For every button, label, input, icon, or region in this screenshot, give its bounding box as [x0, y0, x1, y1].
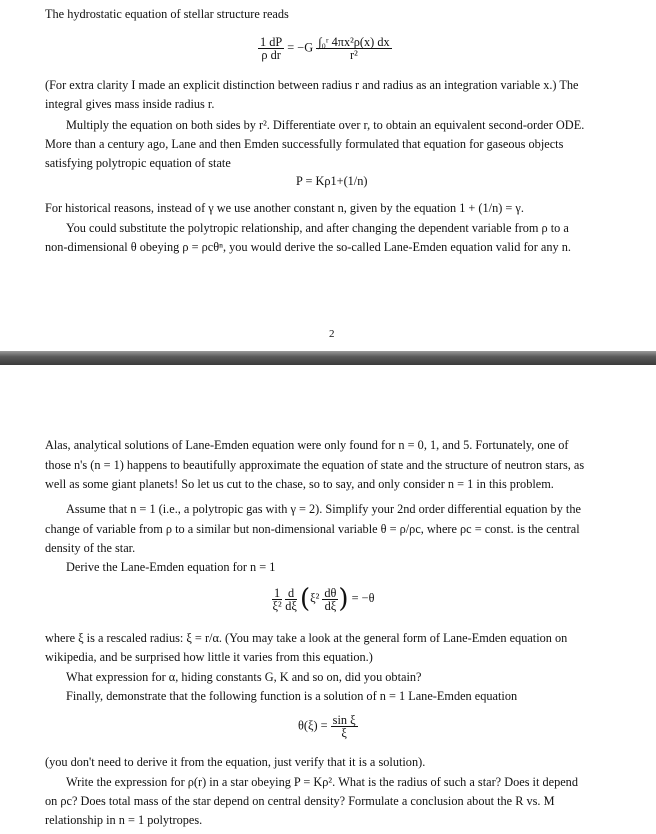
paragraph-3-line-1: For historical reasons, instead of γ we use another constant n, given by the equation 1 + (1/n) = γ.	[45, 201, 524, 215]
paragraph-1-line-1: (For extra clarity I made an explicit distinction between radius r and radius as an integration variable x.) The	[45, 78, 579, 92]
hydrostatic-equation: $\frac{1 dP}{\text{ρ dr}}$ = −G $\frac{\text{∫₀ʳ 4πx²ρ(x) dx}}{\text{r²}}$	[260, 35, 390, 62]
page-number: 2	[329, 328, 335, 340]
p2-paragraph-1-line-1: Alas, analytical solutions of Lane-Emden equation were only found for n = 0, 1, and 5. Fortunately, one of	[45, 438, 569, 452]
p2-paragraph-1-line-3: well as some giant planets! So let us cut to the chase, so to say, and only consider n = 1 in this problem.	[45, 477, 554, 491]
paragraph-1-line-2: integral gives mass inside radius r.	[45, 97, 215, 111]
paragraph-2-line-3: satisfying polytropic equation of state	[45, 156, 231, 170]
p2-paragraph-2-line-1: Assume that n = 1 (i.e., a polytropic gas with γ = 2). Simplify your 2nd order differential equation by the	[66, 502, 581, 516]
p2-derive-line: Derive the Lane-Emden equation for n = 1	[66, 560, 276, 574]
polytropic-equation: P = Kρ1+(1/n)	[296, 174, 368, 188]
p2-paragraph-1-line-2: those n's (n = 1) happens to beautifully approximate the equation of state and the structure of neutron stars, as	[45, 458, 585, 472]
p2-paragraph-4-line-1: where ξ is a rescaled radius: ξ = r/α. (You may take a look at the general form of Lane-Emden equation on	[45, 631, 568, 645]
page-separator	[0, 351, 656, 365]
paragraph-2-line-2: More than a century ago, Lane and then Emden successfully formulated that equation for gaseous objects	[45, 137, 564, 151]
p2-paragraph-8-line-3: relationship in n = 1 polytropes.	[45, 813, 203, 827]
p2-paragraph-8-line-1: Write the expression for ρ(r) in a star obeying P = Kρ². What is the radius of such a star? Does it depend	[66, 775, 578, 789]
intro-line: The hydrostatic equation of stellar structure reads	[45, 7, 289, 21]
lane-emden-equation: $\frac{1}{\text{ξ²}}$ $\frac{d}{d\xi}$ (ξ² $\frac{d\theta}{d\xi}$ ) = −θ	[272, 584, 375, 614]
p2-paragraph-8-line-2: on ρc? Does total mass of the star depend on central density? Formulate a conclusion about the R vs. M	[45, 794, 555, 808]
p2-verify-line: (you don't need to derive it from the equation, just verify that it is a solution).	[45, 755, 426, 769]
p2-paragraph-4-line-2: wikipedia, and be surprised how little it varies from this equation.)	[45, 650, 373, 664]
page-3	[0, 366, 656, 834]
p2-paragraph-2-line-3: density of the star.	[45, 541, 136, 555]
page-2	[0, 0, 656, 350]
paragraph-3-line-3: non-dimensional θ obeying ρ = ρcθⁿ, you would derive the so-called Lane-Emden equation valid for any n.	[45, 240, 571, 254]
paragraph-3-line-2: You could substitute the polytropic relationship, and after changing the dependent variable from ρ to a	[66, 221, 569, 235]
paragraph-2-line-1: Multiply the equation on both sides by r². Differentiate over r, to obtain an equivalent second-order ODE.	[66, 118, 585, 132]
p2-alpha-question: What expression for α, hiding constants G, K and so on, did you obtain?	[66, 670, 422, 684]
p2-solution-line: Finally, demonstrate that the following function is a solution of n = 1 Lane-Emden equation	[66, 689, 518, 703]
p2-paragraph-2-line-2: change of variable from ρ to a similar but non-dimensional variable θ = ρ/ρc, where ρc = const. is the central	[45, 522, 580, 536]
solution-equation: θ(ξ) = $\frac{\text{sin ξ}}{\xi}$	[298, 713, 356, 740]
